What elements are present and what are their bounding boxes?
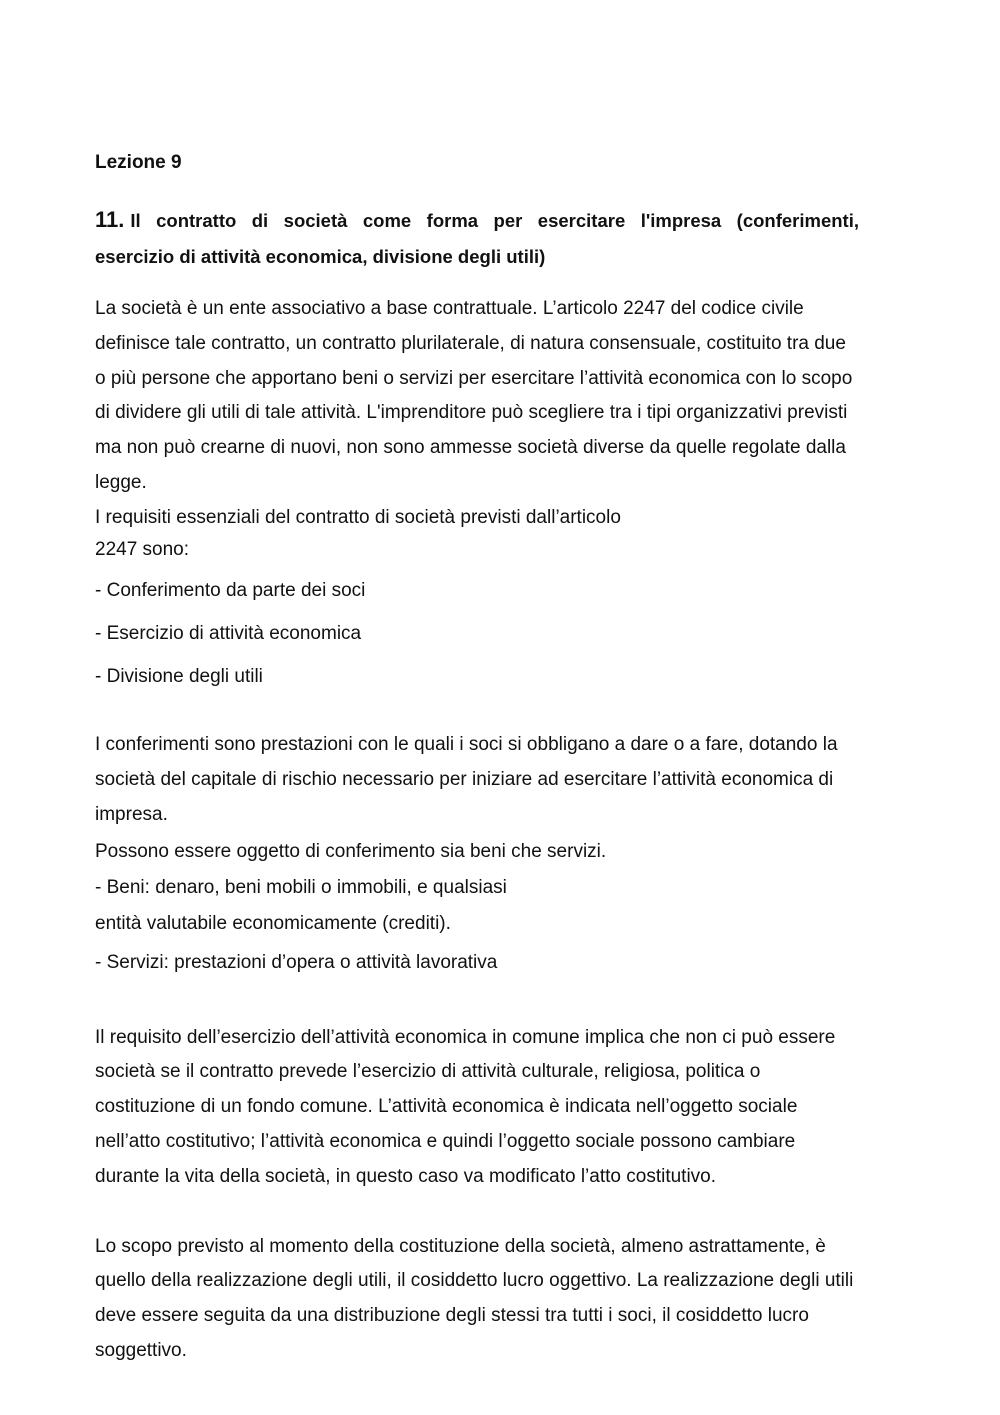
paragraph-line: - Servizi: prestazioni d’opera o attività lavorativa — [95, 952, 498, 973]
section-heading-line-2: esercizio di attività economica, divisione degli utili) — [95, 246, 546, 267]
paragraph-line: entità valutabile economicamente (crediti). — [95, 913, 451, 934]
requirement-list-item: - Esercizio di attività economica — [95, 623, 362, 644]
paragraph-line: durante la vita della società, in questo caso va modificato l’atto costitutivo. — [95, 1166, 717, 1187]
paragraph-line: impresa. — [95, 804, 168, 825]
paragraph-line: Lo scopo previsto al momento della costituzione della società, almeno astrattamente, è — [95, 1236, 826, 1257]
paragraph-line: La società è un ente associativo a base contrattuale. L’articolo 2247 del codice civile — [95, 298, 804, 319]
paragraph-line: ma non può crearne di nuovi, non sono ammesse società diverse da quelle regolate dalla — [95, 437, 846, 458]
section-heading-line-1 — [95, 208, 859, 233]
paragraph-line: definisce tale contratto, un contratto plurilaterale, di natura consensuale, costituito tra due — [95, 333, 846, 354]
paragraph-line: costituzione di un fondo comune. L’attività economica è indicata nell’oggetto sociale — [95, 1096, 798, 1117]
requirement-list-item: - Divisione degli utili — [95, 666, 263, 687]
section-number: 11. — [95, 207, 125, 232]
paragraph-line: Possono essere oggetto di conferimento sia beni che servizi. — [95, 841, 607, 862]
section-title-part-1: Il contratto di società come forma per esercitare l'impresa (conferimenti, — [130, 210, 859, 231]
paragraph-line: Il requisito dell’esercizio dell’attività economica in comune implica che non ci può essere — [95, 1027, 836, 1048]
requirement-list-item: - Conferimento da parte dei soci — [95, 580, 366, 601]
paragraph-line: 2247 sono: — [95, 539, 190, 560]
paragraph-line: nell’atto costitutivo; l’attività economica e quindi l’oggetto sociale possono cambiare — [95, 1131, 796, 1152]
paragraph-line: società se il contratto prevede l’esercizio di attività culturale, religiosa, politica o — [95, 1061, 761, 1082]
paragraph-line: I conferimenti sono prestazioni con le quali i soci si obbligano a dare o a fare, dotando la — [95, 734, 838, 755]
paragraph-line: soggettivo. — [95, 1340, 187, 1361]
paragraph-line: deve essere seguita da una distribuzione degli stessi tra tutti i soci, il cosiddetto lucro — [95, 1305, 809, 1326]
paragraph-line: quello della realizzazione degli utili, il cosiddetto lucro oggettivo. La realizzazione degli utili — [95, 1270, 854, 1291]
paragraph-line: o più persone che apportano beni o servizi per esercitare l’attività economica con lo scopo — [95, 368, 853, 389]
paragraph-line: I requisiti essenziali del contratto di società previsti dall’articolo — [95, 507, 621, 528]
paragraph-line: di dividere gli utili di tale attività. L'imprenditore può scegliere tra i tipi organizzativi previsti — [95, 402, 848, 423]
paragraph-line: - Beni: denaro, beni mobili o immobili, e qualsiasi — [95, 877, 507, 898]
paragraph-line: legge. — [95, 472, 147, 493]
paragraph-line: società del capitale di rischio necessario per iniziare ad esercitare l’attività economica di — [95, 769, 834, 790]
lesson-title: Lezione 9 — [95, 152, 182, 173]
